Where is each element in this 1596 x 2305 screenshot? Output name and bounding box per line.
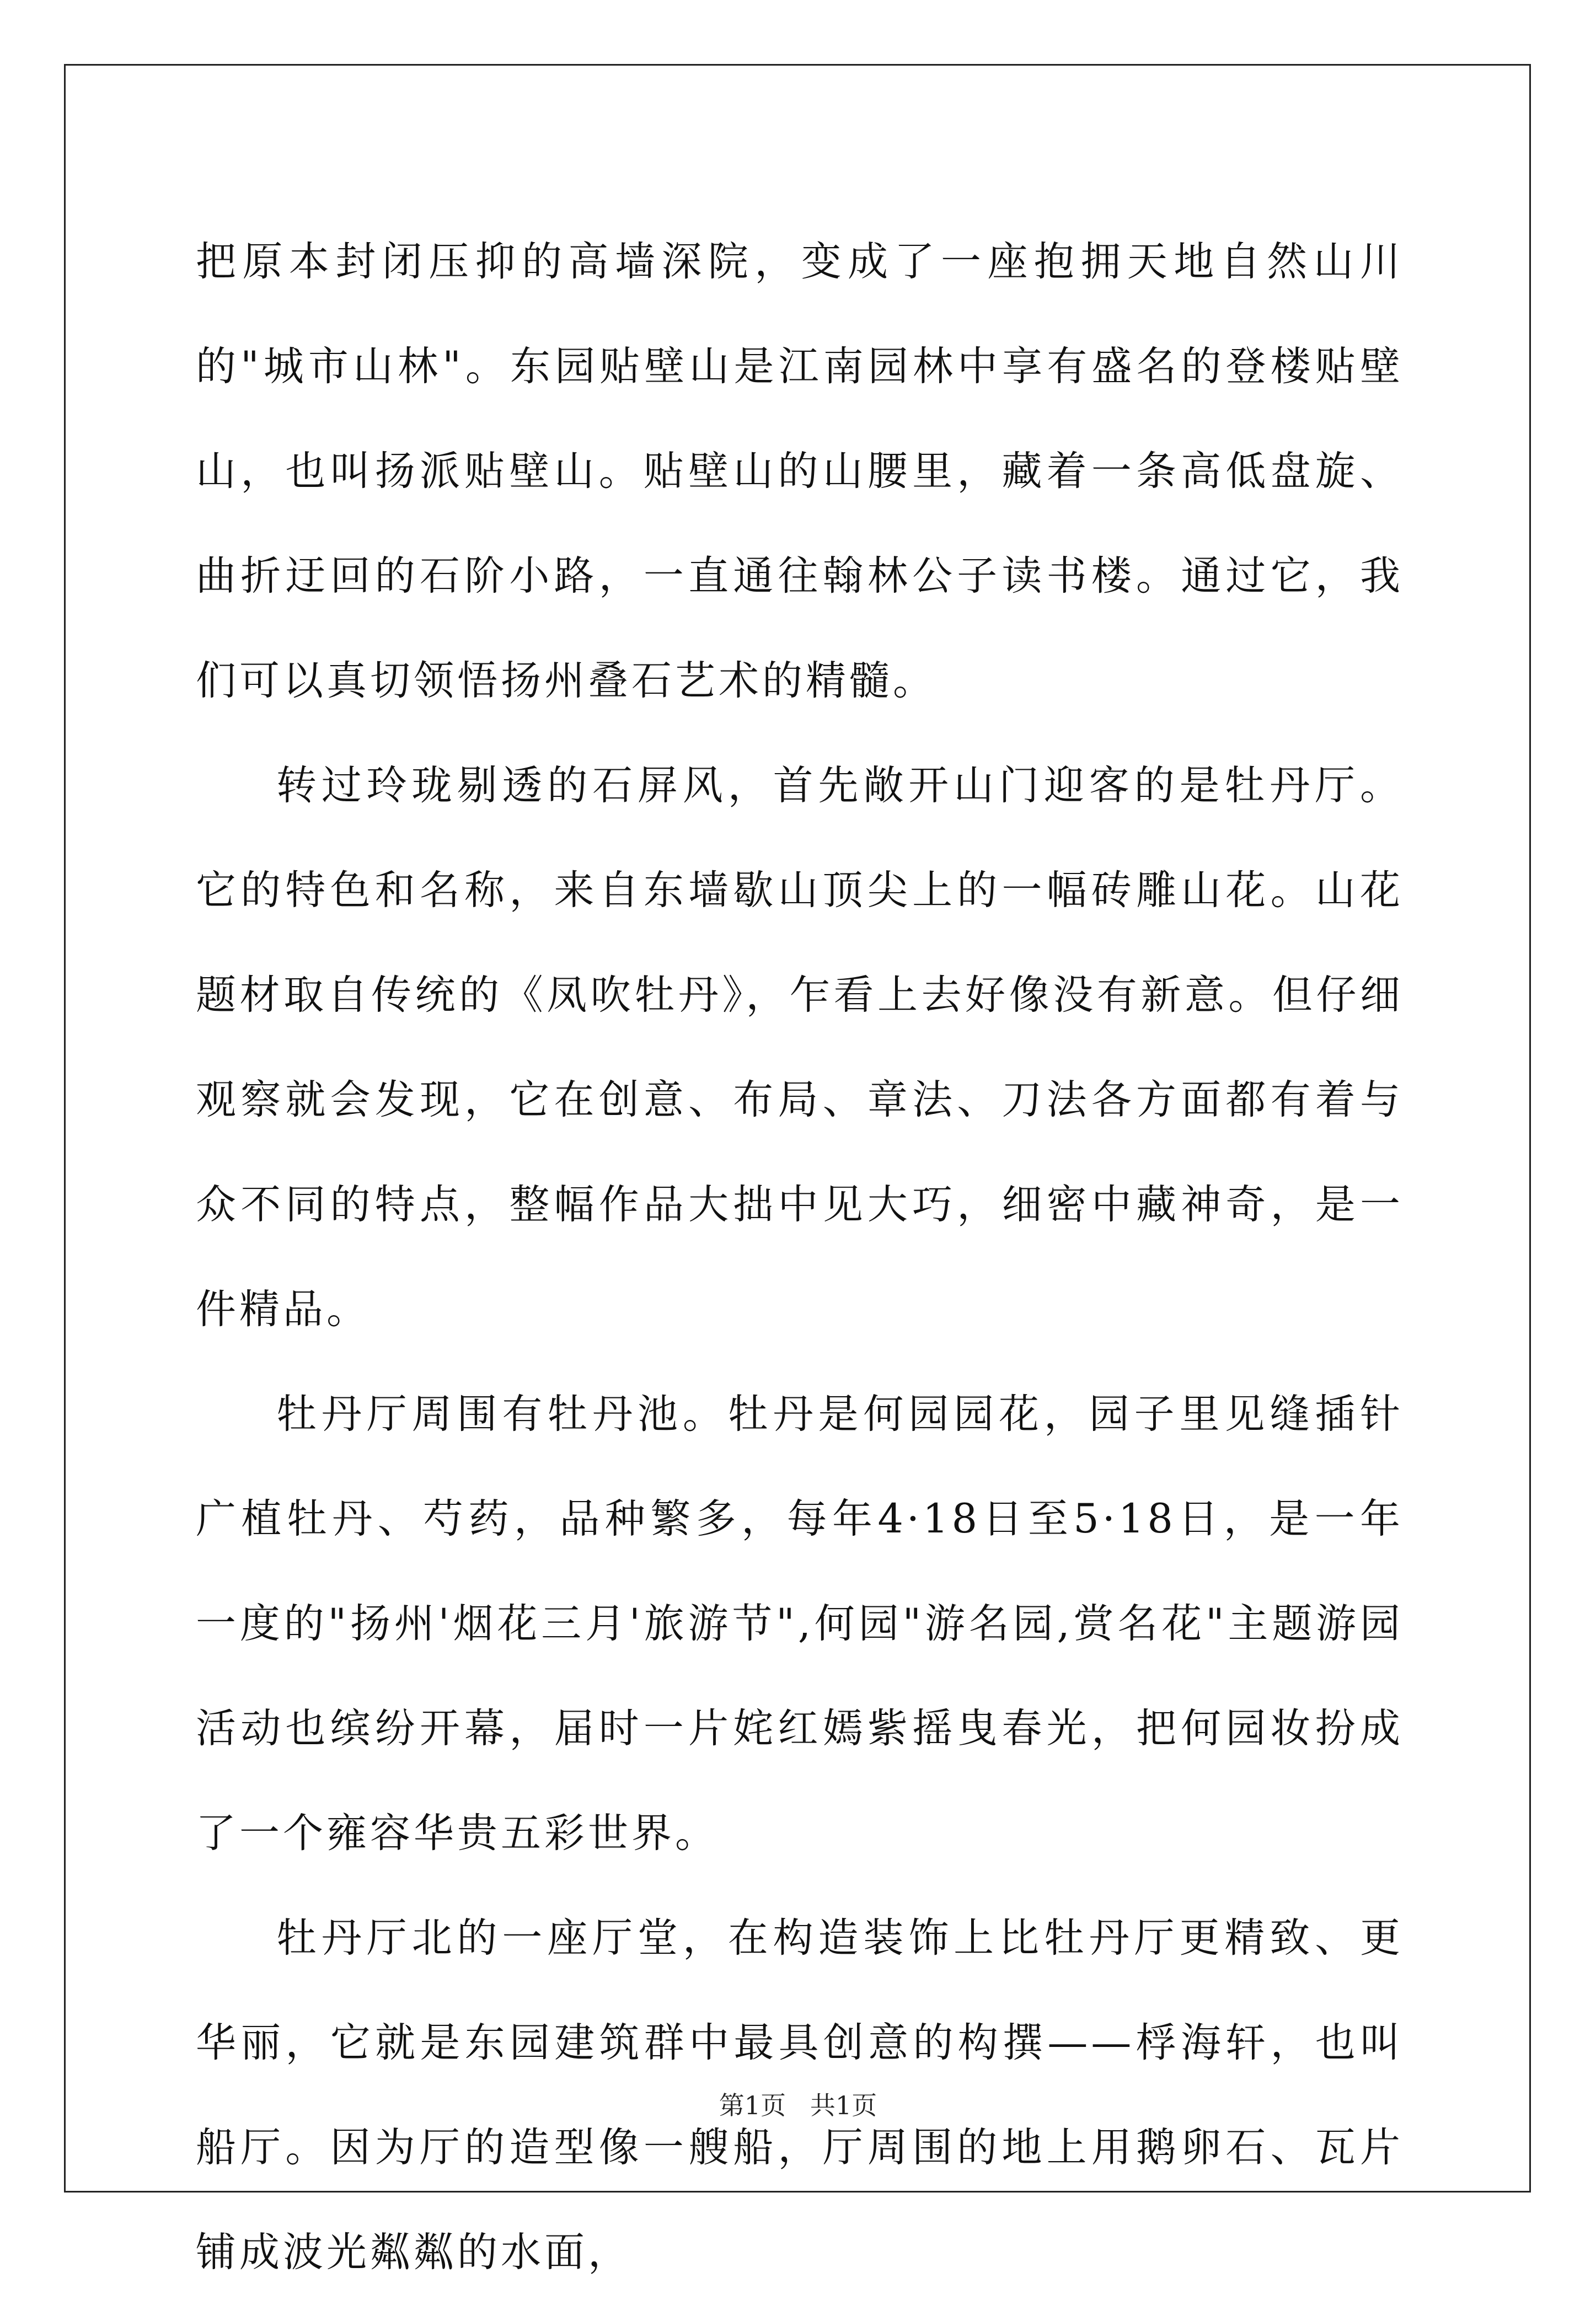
paragraph-4: 牡丹厅北的一座厅堂，在构造装饰上比牡丹厅更精致、更华丽，它就是东园建筑群中最具创意的构撰——桴海轩，也叫船厅。因为厅的造型像一艘船，厅周围的地上用鹅卵石、瓦片铺成波光粼粼的水面， [196, 1915, 1404, 2276]
paragraph-2: 转过玲珑剔透的石屏风，首先敞开山门迎客的是牡丹厅。它的特色和名称，来自东墙歇山顶尖上的一幅砖雕山花。山花题材取自传统的《凤吹牡丹》，乍看上去好像没有新意。但仔细观察就会发现，它在创意、布局、章法、刀法各方面都有着与众不同的特点，整幅作品大拙中见大巧，细密中藏神奇，是一件精品。 [196, 762, 1404, 1333]
paragraph-3: 牡丹厅周围有牡丹池。牡丹是何园园花，园子里见缝插针广植牡丹、芍药，品种繁多，每年4·18日至5·18日，是一年一度的"扬州'烟花三月'旅游节",何园"游名园,赏名花"主题游园活动也缤纷开幕，届时一片姹红嫣紫摇曳春光，把何园妆扮成了一个雍容华贵五彩世界。 [196, 1391, 1404, 1857]
document-body [196, 210, 1404, 2305]
page-number-footer: 第1页 共1页 [719, 2090, 877, 2120]
paragraph-1: 把原本封闭压抑的高墙深院，变成了一座抱拥天地自然山川的"城市山林"。东园贴壁山是江南园林中享有盛名的登楼贴壁山，也叫扬派贴壁山。贴壁山的山腰里，藏着一条高低盘旋、曲折迂回的石阶小路，一直通往翰林公子读书楼。通过它，我们可以真切领悟扬州叠石艺术的精髓。 [196, 238, 1404, 704]
